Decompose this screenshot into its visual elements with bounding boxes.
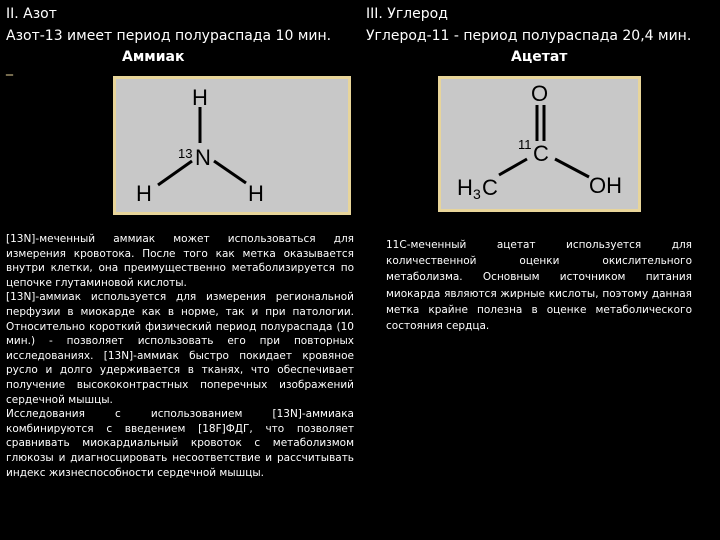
left-paragraph-3: Исследования с использованием [13N]-аммиака комбинируются с введением [18F]ФДГ, что позволяет сравнивать миокардиальный кровоток с метаболизмом глюкозы и диагносцировать несоответствие и рассчитывать индекс жизнеспособности сердечной мышцы. [6,408,354,479]
left-molecule-title: Аммиак [122,49,185,65]
ch3-h: H [457,175,473,200]
left-paragraph-2: [13N]-аммиак используется для измерения региональной перфузии в миокарде как в норме, так и при патологии. Относительно короткий физический период полураспада (10 мин.) - позволяет использовать его при повторных исследованиях. [13N]-аммиак быстро покидает кровяное русло и долго удерживается в тканях, что обеспечивает получение высококонтрастных поперечных изображений сердечной мышцы. [6,291,354,406]
left-paragraph-1: [13N]-меченный аммиак может использоваться для измерения кровотока. После того как метка оказывается внутри клетки, она преимущественно метаболизируется по цепочке глутаминовой кислоты. [6,233,354,289]
right-molecule-title: Ацетат [511,49,568,65]
right-paragraph-1: 11С-меченный ацетат используется для количественной оценки окислительного метаболизма. Основным источником питания миокарда являются жирные кислоты, поэтому данная метка крайне полезна в оценке метаболического состояния сердца. [386,239,692,333]
atom-n: N [195,145,211,170]
right-heading: III. Углерод [366,6,448,22]
left-subheading: Азот-13 имеет период полураспада 10 мин. [6,28,332,44]
bond-n-h-right [214,161,246,183]
bond-n-h-left [158,161,192,185]
acetate-structure-panel [438,76,641,212]
isotope-11: 11 [518,137,532,152]
atom-o-top: O [531,81,549,106]
atom-h-top: H [192,85,208,110]
atom-h-right: H [248,181,264,206]
ch3-c: C [482,175,498,200]
ch3-subscript: 3 [473,186,481,202]
left-heading: II. Азот [6,6,57,22]
ammonia-structure-panel [113,76,351,215]
atom-c-center: C [533,141,549,166]
left-marker: _ [6,60,13,76]
acetate-structure-diagram [441,79,638,209]
left-description [6,232,354,480]
group-oh: OH [589,173,622,198]
bond-c-ch3 [499,159,527,175]
right-subheading: Углерод-11 - период полураспада 20,4 мин. [366,28,692,44]
bond-c-oh [555,159,589,177]
right-description [386,237,692,334]
ammonia-structure-diagram [116,79,348,212]
atom-h-left: H [136,181,152,206]
isotope-13: 13 [178,146,193,161]
